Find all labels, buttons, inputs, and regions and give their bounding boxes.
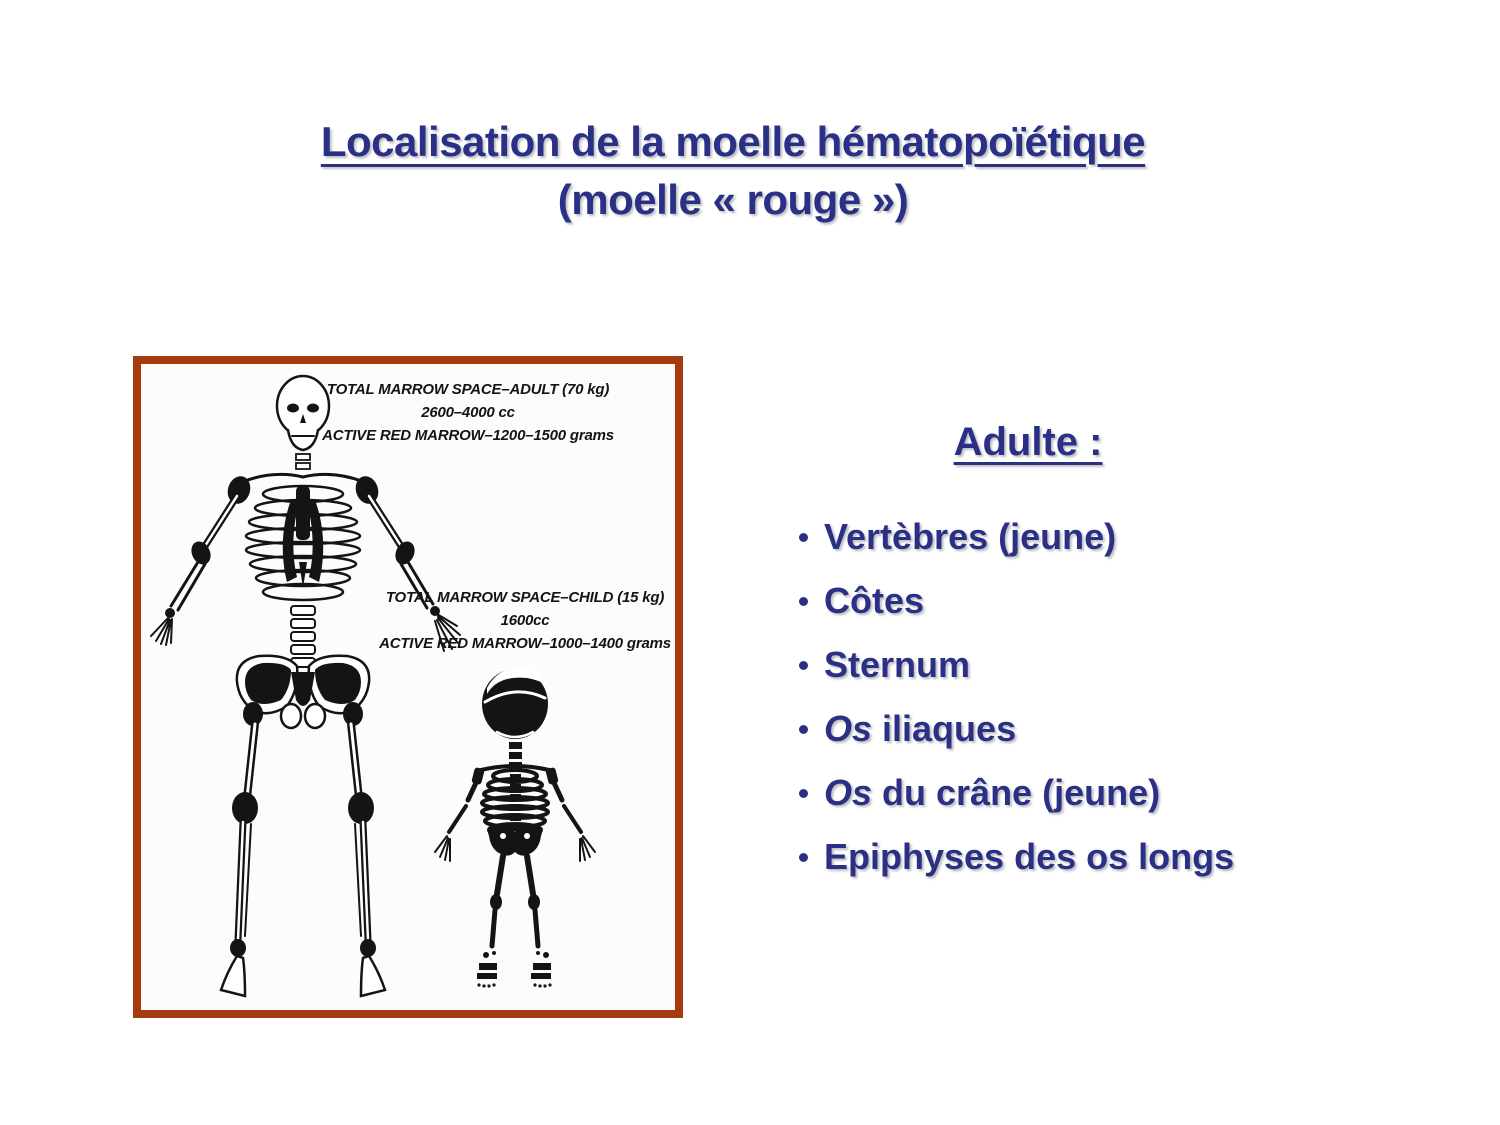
adulte-heading: Adulte : [953,420,1103,464]
list-item [790,833,1266,881]
bullet-icon [799,661,808,670]
bullet-icon [799,533,808,542]
bullet-icon [799,725,808,734]
skeleton-figure-frame [133,356,683,1018]
slide-title-line2: (moelle « rouge ») [557,176,909,223]
child-annotation-line3: ACTIVE RED MARROW–1000–1400 grams [379,635,671,652]
bullet-icon [799,789,808,798]
list-item-text: Côtes [824,580,925,621]
child-marrow-annotation [377,586,673,655]
adult-annotation-line1: TOTAL MARROW SPACE–ADULT (70 kg) [326,381,610,398]
list-item-text: Sternum [824,644,971,685]
adult-annotation-line2: 2600–4000 cc [421,404,515,421]
bullet-icon [799,597,808,606]
child-annotation-line2: 1600cc [500,612,550,629]
slide-title-line1: Localisation de la moelle hématopoïétique [320,118,1146,165]
bullet-icon [799,853,808,862]
list-item-text: Epiphyses des os longs [824,836,1235,877]
list-item [790,769,1266,817]
marrow-list [790,513,1266,881]
list-item [790,641,1266,689]
skeletons-illustration [141,364,675,1010]
adult-marrow-annotation [273,378,663,447]
list-item [790,577,1266,625]
list-item-text: Vertèbres (jeune) [824,516,1117,557]
list-item-text: Os du crâne (jeune) [824,772,1161,813]
adulte-panel [790,420,1266,897]
child-annotation-line1: TOTAL MARROW SPACE–CHILD (15 kg) [385,589,665,606]
title-block [0,118,1466,224]
list-item-text: Os iliaques [824,708,1017,749]
adult-annotation-line3: ACTIVE RED MARROW–1200–1500 grams [322,427,614,444]
adult-skeleton-figure [151,376,460,996]
child-skeleton-figure [435,668,595,988]
list-item [790,513,1266,561]
list-item [790,705,1266,753]
